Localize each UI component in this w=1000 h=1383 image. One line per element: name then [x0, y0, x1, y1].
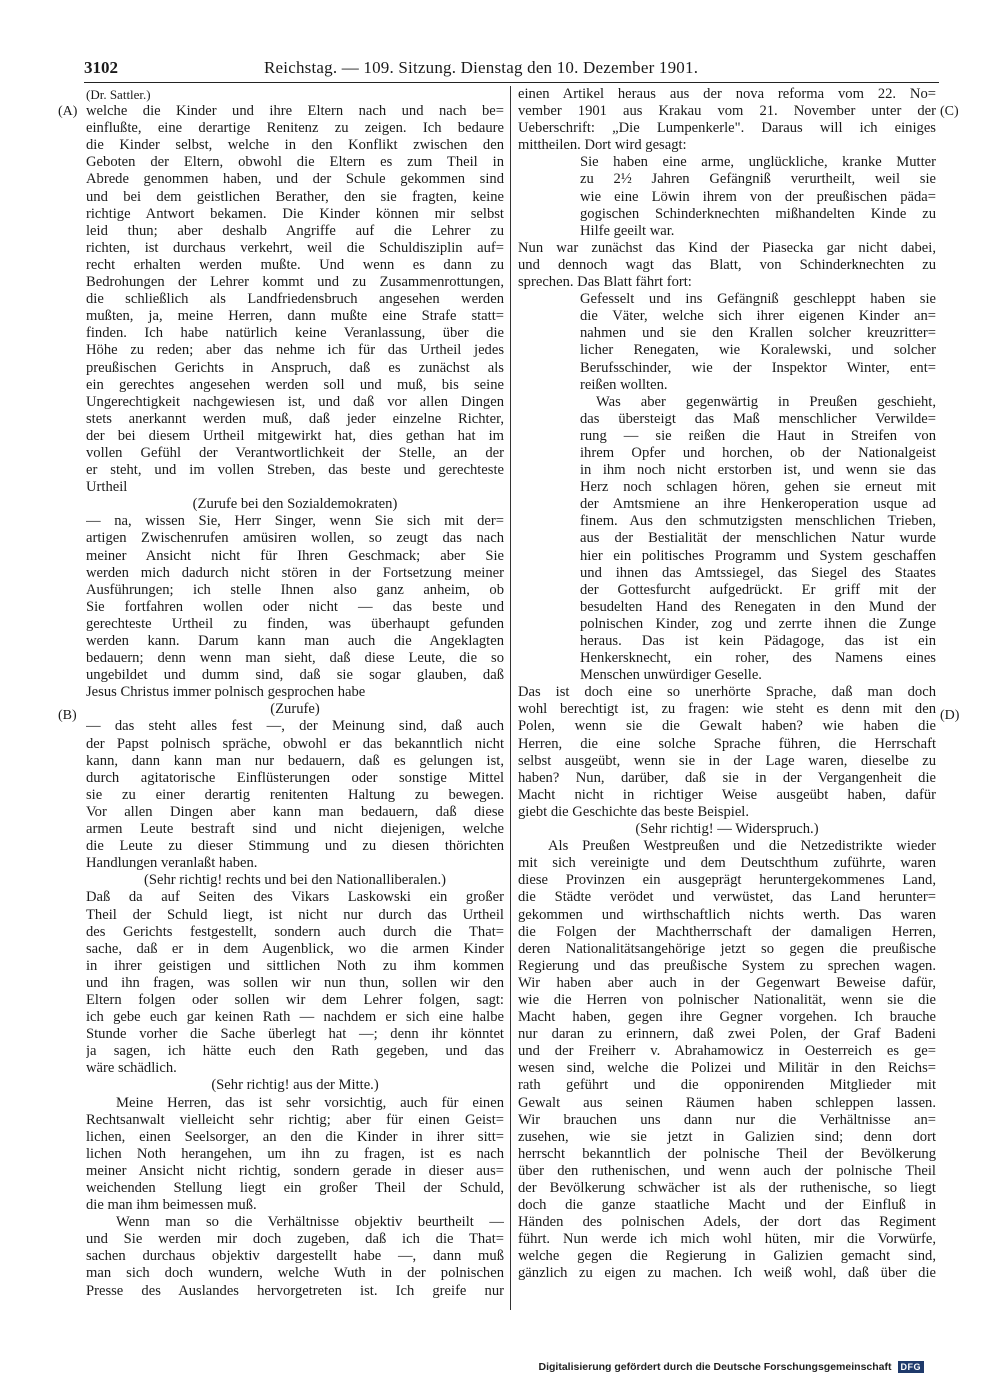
- text-line: artigen Zwischenrufen amüsiren wollen, so zeugt das nach: [86, 530, 504, 547]
- text-line: und Sie werden mir doch zugeben, daß ich die That=: [86, 1231, 504, 1248]
- text-line: doch die ganze staatliche Macht und der Einfluß in: [518, 1197, 936, 1214]
- text-line: durch agitatorische Einflüsterungen oder sonstige Mittel: [86, 769, 504, 786]
- text-line: die Kinder selbst, welche in den Konflikt zwischen den: [86, 137, 504, 154]
- quote-line: licher Renegaten, wie Koralewski, und solcher: [580, 342, 936, 359]
- text-line: Ungerechtigkeit nachgewiesen ist, und daß vor allen Dingen: [86, 393, 504, 410]
- text-line: selbst ausgeübt, wenn sie in der Lage waren, dieselbe zu: [518, 752, 936, 769]
- text-line: sache, daß er in dem Augenblick, wo die armen Kinder: [86, 940, 504, 957]
- margin-marker-d: (D): [940, 708, 960, 723]
- text-line: ein gerechtes angesehen werden soll und muß, bis seine: [86, 376, 504, 393]
- quote-line: in ihm noch nicht erstorben ist, und wenn sie das: [580, 462, 936, 479]
- quote-line: Hilfe geeilt war.: [580, 222, 675, 239]
- quote-line: der Amtsmiene an ihre Henkeroperation usque ad: [580, 496, 936, 513]
- text-line: finden. Ich habe natürlich keine Veranlassung, über die: [86, 325, 504, 342]
- text-line: gerechteste Urtheil zu finden, was überhaupt gefunden: [86, 615, 504, 632]
- text-line: — na, wissen Sie, Herr Singer, wenn Sie sich mit der=: [86, 513, 504, 530]
- running-header: [84, 58, 939, 82]
- text-line: Nun war zunächst das Kind der Piasecka gar nicht dabei,: [518, 239, 936, 256]
- header-rule: [84, 82, 939, 83]
- text-line: Macht haben, gegen ihre Gegner vorgehen. Ich brauche: [518, 1009, 936, 1026]
- quote-line: die Väter, welche sich ihrer eigenen Kinder an=: [580, 308, 936, 325]
- text-line: Urtheil: [86, 479, 128, 496]
- text-line: — das steht alles fest —, der Meinung sind, daß auch: [86, 718, 504, 735]
- text-line: armen Leute bestraft sind und nicht diejenigen, welche: [86, 821, 504, 838]
- text-line: führt. Nun werde ich mich wohl hüten, mir die Vorwürfe,: [518, 1231, 936, 1248]
- dfg-logo: DFG: [898, 1361, 925, 1373]
- text-line: man sich doch wundern, welche Wuth in der polnischen: [86, 1265, 504, 1282]
- quote-line: reißen wollten.: [580, 376, 668, 393]
- text-line: bedauern; denn wenn man sieht, daß diese Leute, die so: [86, 650, 504, 667]
- text-line: wohl berechtigt ist, zu fragen: wie steht es denn mit den: [518, 701, 936, 718]
- text-line: die Städte verödet und verwüstet, das Land herunter=: [518, 889, 936, 906]
- text-line: preußischen Gerichts in Anspruch, daß es zunächst als: [86, 359, 504, 376]
- text-line: Wir haben aber auch in der Gegenwart Beweise dafür,: [518, 974, 936, 991]
- text-line: einen Artikel heraus aus der nova reforma vom 22. No=: [518, 86, 936, 102]
- text-line: über den ruthenischen, und wenn auch der polnische Theil: [518, 1162, 936, 1179]
- quote-line: nahmen und sie den Krallen solcher kreuzritter=: [580, 325, 936, 342]
- interjection: (Zurufe): [270, 701, 320, 718]
- column-divider: [510, 86, 511, 1310]
- quote-line: zu 2½ Jahren Gefängniß verurtheilt, weil sie: [580, 171, 936, 188]
- text-line: Stunde vorher die Sache überlegt hat —; denn ihr könntet: [86, 1026, 504, 1043]
- quote-line: wie eine Löwin ihrem von der preußischen päda=: [580, 188, 936, 205]
- text-line: ja sagen, ich hätte euch den Rath gegeben, und das: [86, 1043, 504, 1060]
- text-line: lichen Noth herangehen, um ihn zu fragen, ist es nach: [86, 1145, 504, 1162]
- text-line: die schließlich als Landfriedensbruch angesehen werden: [86, 291, 504, 308]
- text-line: leid thun; aber deshalb Angriffe auf die Lehrer zu: [86, 222, 504, 239]
- text-line: weichenden Stellung liegt ein großer Theil der Schuld,: [86, 1180, 504, 1196]
- margin-marker-a: (A): [58, 104, 78, 119]
- text-line: ich gebe euch gar keinen Rath — nachdem er sich eine halbe: [86, 1009, 504, 1026]
- text-line: gänzlich zu eigen zu machen. Ich weiß wohl, daß über die: [518, 1265, 936, 1282]
- text-line: Das ist doch eine so unerhörte Sprache, daß man doch: [518, 684, 936, 701]
- quote-line: ihrem Opfer und horchen, ob der Nationalgeist: [580, 444, 936, 461]
- text-line: vollen Gefühl der Verantwortlichkeit der Stelle, an der: [86, 444, 504, 461]
- text-line: der Papst polnisch spräche, obwohl er das bekanntlich nicht: [86, 735, 504, 752]
- text-line: und der Freiherr v. Abrahamowicz in Oesterreich es ge=: [518, 1043, 936, 1060]
- text-line: die man ihm beimessen muß.: [86, 1197, 257, 1214]
- quote-line: gogischen Schinderknechten mißhandelten Kinde zu: [580, 205, 936, 222]
- text-line: Vor allen Dingen aber kann man bedauern, daß diese: [86, 803, 504, 820]
- text-line: mit sich vereinigte und dem Deutschthum zuführte, waren: [518, 855, 936, 872]
- quote-line: finem. Aus den schmutzigsten menschlichen Trieben,: [580, 513, 936, 530]
- quote-line: rung — sie reißen die Haut in Streifen von: [580, 427, 936, 444]
- quote-line: Gefesselt und ins Gefängniß geschleppt haben sie: [580, 291, 936, 308]
- quote-line: besudelten Hand des Renegaten in den Mund der: [580, 598, 936, 615]
- quote-line: das übersteigt das Maß menschlicher Verwilde=: [580, 410, 936, 427]
- text-line: Gewalt aus seinen Räumen haben schleppen lassen.: [518, 1094, 936, 1111]
- text-line: kann, dann kann man nur bedauern, daß es gelungen ist,: [86, 752, 504, 769]
- footer: [539, 1359, 924, 1375]
- interjection: (Zurufe bei den Sozialdemokraten): [192, 496, 398, 513]
- quote-line: Was aber gegenwärtig in Preußen geschieht,: [596, 393, 936, 410]
- text-line: er steht, und im vollen Streben, das beste und gerechteste: [86, 462, 504, 479]
- text-line: zusehen, wie sie jetzt in Galizien sind; denn dort: [518, 1128, 936, 1145]
- text-line: Regierung und das preußische System zu sprechen wagen.: [518, 957, 936, 974]
- quote-line: heraus. Das ist kein Pädagoge, das ist ein: [580, 633, 936, 649]
- text-line: giebt die Geschichte das beste Beispiel.: [518, 803, 749, 820]
- text-line: der Bevölkerung schwächer ist als der ruthenische, so liegt: [518, 1180, 936, 1196]
- text-line: Daß da auf Seiten des Vikars Laskowski ein großer: [86, 889, 504, 906]
- right-column: [518, 86, 936, 1283]
- left-column: [86, 86, 504, 1300]
- text-line: lichen, einen Seelsorger, an den die Kinder in ihrer sitt=: [86, 1128, 504, 1145]
- quote-line: Menschen unwürdiger Geselle.: [580, 667, 762, 684]
- text-line: Theil der Schuld liegt, ist nicht nur durch das Urtheil: [86, 906, 504, 923]
- text-line: recht erhalten werden mußte. Und wenn es dann zu: [86, 256, 504, 273]
- text-line: nur daran zu erinnern, daß zwei Polen, der Graf Badeni: [518, 1026, 936, 1043]
- text-line: Bedrohungen der Lehrer kommt und zu Zusammenrottungen,: [86, 274, 504, 291]
- text-line: wäre schädlich.: [86, 1060, 177, 1077]
- text-line: Wir brauchen uns dann nur die Verhältnisse an=: [518, 1111, 936, 1128]
- text-line: Meine Herren, das ist sehr vorsichtig, auch für einen: [116, 1094, 504, 1111]
- text-line: stets anerkannt werden muß, daß jeder einzelne Richter,: [86, 410, 504, 427]
- quote-line: aus der Bestialität der menschlichen Natur wurde: [580, 530, 936, 547]
- text-line: des Gerichts festgestellt, sondern auch durch die That=: [86, 923, 504, 940]
- margin-marker-b: (B): [58, 708, 77, 723]
- text-line: werden kann. Darum kann man auch die Angeklagten: [86, 633, 504, 649]
- text-line: vember 1901 aus Krakau vom 21. November unter der: [518, 103, 936, 120]
- text-line: Jesus Christus immer polnisch gesprochen habe: [86, 684, 366, 701]
- page-number: 3102: [84, 58, 118, 77]
- text-line: in ihrer geistigen und sittlichen Noth zu ihm kommen: [86, 957, 504, 974]
- text-line: diese Provinzen ein ausgeprägt heruntergekommenes Land,: [518, 872, 936, 889]
- text-line: werden mich dadurch nicht stören in der Fortsetzung meiner: [86, 564, 504, 581]
- quote-line: Henkersknecht, ein roher, des Namens eines: [580, 650, 936, 667]
- quote-line: und ihnen das Amtssiegel, das Siegel des Staates: [580, 564, 936, 581]
- text-line: mittheilen. Dort wird gesagt:: [518, 137, 687, 154]
- text-line: Höhe zu reden; aber das nehme ich für das Urtheil jedes: [86, 342, 504, 359]
- interjection: (Sehr richtig! aus der Mitte.): [211, 1077, 379, 1094]
- text-line: welche die Kinder und ihre Eltern nach und nach be=: [86, 103, 504, 120]
- text-line: meiner Ansicht nicht für Ihren Geschmack; aber Sie: [86, 547, 504, 564]
- speaker-label: (Dr. Sattler.): [86, 87, 151, 102]
- text-line: Rechtsanwalt vielleicht sehr richtig; aber für einen Geist=: [86, 1111, 504, 1128]
- quote-line: polnischen Kinder, zog und zerrte ihnen die Zunge: [580, 615, 936, 632]
- text-line: herrscht bekanntlich der polnische Theil der Bevölkerung: [518, 1145, 936, 1162]
- text-line: sie zu einer derartig renitenten Haltung zu bewegen.: [86, 786, 504, 803]
- quote-line: hier ein politisches Programm und System geschaffen: [580, 547, 936, 564]
- text-line: Herren, die eine solche Sprache führen, die Herrschaft: [518, 735, 936, 752]
- text-line: und ihn fragen, was sollen wir nun thun, sollen wir den: [86, 974, 504, 991]
- quote-line: der Gottesfurcht aufgedrückt. Er griff mit der: [580, 581, 936, 598]
- text-line: und bei dem geistlichen Berather, den sie fragten, keine: [86, 188, 504, 205]
- text-line: einflußte, eine derartige Renitenz zu zeigen. Ich bedaure: [86, 120, 504, 137]
- text-line: Eltern folgen oder sollen wir dem Lehrer folgen, sagt:: [86, 991, 504, 1008]
- text-line: rath geführt und die opponirenden Mitglieder mit: [518, 1077, 936, 1094]
- text-line: die Folgen der Machtherrschaft der damaligen Herren,: [518, 923, 936, 940]
- text-line: Ueberschrift: „Die Lumpenkerle". Daraus will ich einiges: [518, 120, 936, 137]
- quote-line: Herz noch schlagen hören, gehen sie erneut mit: [580, 479, 936, 496]
- interjection: (Sehr richtig! — Widerspruch.): [635, 821, 819, 838]
- text-line: sachen durchaus objektiv dargestellt habe —, dann muß: [86, 1248, 504, 1265]
- margin-marker-c: (C): [940, 104, 959, 119]
- text-line: Geboten der Eltern, obwohl die Eltern es zum Theil in: [86, 154, 504, 171]
- text-line: meiner Ansicht nicht richtig, sondern gerade in dieser aus=: [86, 1162, 504, 1179]
- text-line: mußten, ja, meine Herren, dann mußte eine Strafe statt=: [86, 308, 504, 325]
- text-line: haben? Nun, darüber, daß sie in der Vergangenheit die: [518, 769, 936, 786]
- text-line: Macht nicht in richtiger Weise ausgeübt haben, dafür: [518, 786, 936, 803]
- text-line: Abrede genommen haben, und der Schule gekommen sind: [86, 171, 504, 188]
- text-line: wie die Herren von polnischer Nationalität, wenn sie die: [518, 991, 936, 1008]
- text-line: Presse des Auslandes hervorgetreten ist. Ich greife nur: [86, 1282, 504, 1299]
- text-line: Sie fortfahren wollen oder nicht — das beste und: [86, 598, 504, 615]
- text-line: gekommen und wirthschaftlich nichts werth. Das waren: [518, 906, 936, 923]
- text-line: richten, ist durchaus verkehrt, weil die Schuldisziplin auf=: [86, 239, 504, 256]
- text-line: Handlungen veranlaßt haben.: [86, 855, 258, 872]
- text-line: Polen, wenn sie die Gewalt haben? wie haben die: [518, 718, 936, 735]
- quote-line: Sie haben eine arme, unglückliche, kranke Mutter: [580, 154, 936, 171]
- text-line: welche gegen die Regierung in Galizien gemacht sind,: [518, 1248, 936, 1265]
- running-title: Reichstag. — 109. Sitzung. Dienstag den 10. Dezember 1901.: [264, 58, 699, 77]
- text-line: Wenn man so die Verhältnisse objektiv beurtheilt —: [116, 1214, 504, 1231]
- text-line: und dennoch wagt das Blatt, von Schinderknechten zu: [518, 256, 936, 273]
- text-line: wesen sind, welche die Polizei und Militär in den Reichs=: [518, 1060, 936, 1077]
- text-line: richtige Antwort bekamen. Die Kinder können mir selbst: [86, 205, 504, 222]
- text-line: Als Preußen Westpreußen und die Netzedistrikte wieder: [548, 838, 936, 855]
- interjection: (Sehr richtig! rechts und bei den Nationalliberalen.): [144, 872, 446, 889]
- quote-line: Berufsschinder, wie der Inspektor Winter, ent=: [580, 359, 936, 376]
- text-line: sprechen. Das Blatt fährt fort:: [518, 274, 692, 291]
- text-line: Ausführungen; ich stelle Ihnen also ganz anheim, ob: [86, 581, 504, 598]
- text-line: Händen des polnischen Adels, der dort das Regiment: [518, 1214, 936, 1231]
- text-line: der bei diesem Urtheil mitgewirkt hat, dies gethan hat im: [86, 427, 504, 444]
- text-line: ungebildet und dumm sind, daß sie sogar glauben, daß: [86, 667, 504, 684]
- footer-text: Digitalisierung gefördert durch die Deutsche Forschungsgemeinschaft: [538, 1361, 892, 1373]
- text-line: die Leute zu dieser Stimmung und zu diesen thörichten: [86, 838, 504, 855]
- text-line: deren Nationalitätsangehörige jetzt so gegen die preußische: [518, 940, 936, 957]
